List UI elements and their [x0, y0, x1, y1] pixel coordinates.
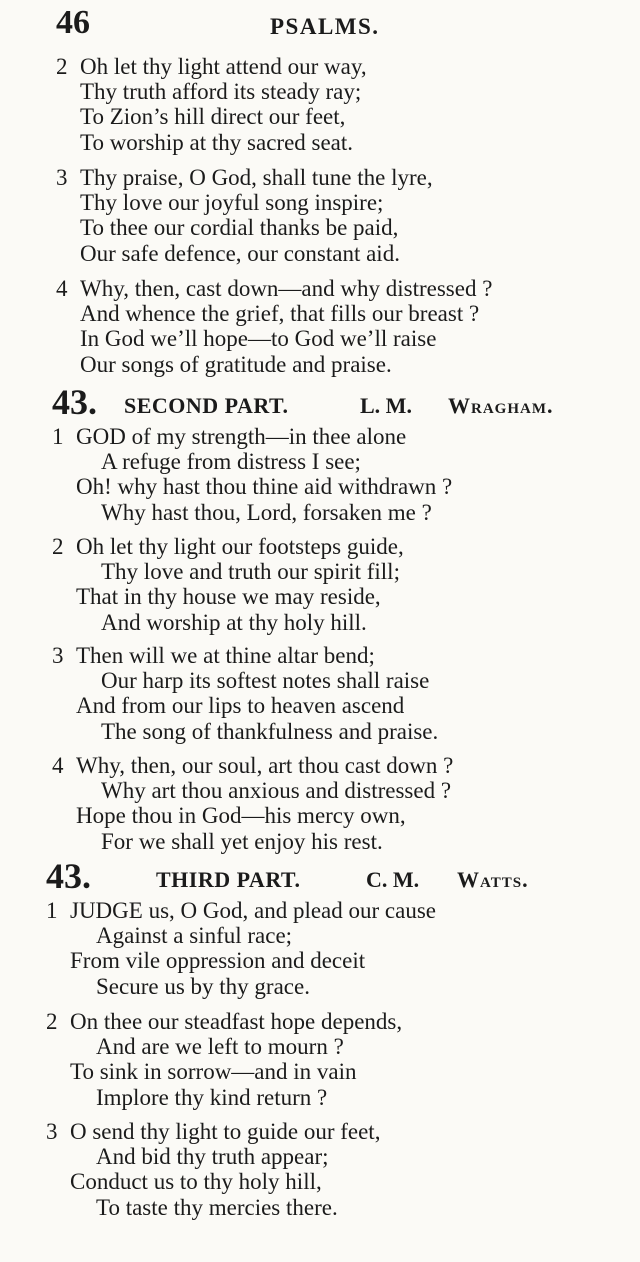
verse-line: And are we left to mourn ? — [96, 1034, 344, 1060]
verse-line: To thee our cordial thanks be paid, — [80, 215, 399, 241]
hymn-part: SECOND PART. — [124, 393, 289, 418]
verse-line: Conduct us to thy holy hill, — [70, 1169, 322, 1195]
verse-line: And whence the grief, that fills our breast ? — [80, 301, 480, 327]
stanza-number: 2 — [46, 1009, 58, 1034]
hymn-heading — [0, 381, 640, 421]
stanza-number: 2 — [56, 54, 68, 79]
running-title: PSALMS. — [270, 14, 380, 39]
stanza-number: 1 — [46, 898, 58, 923]
verse-line: Thy love our joyful song inspire; — [80, 190, 384, 216]
verse-line: Implore thy kind return ? — [96, 1084, 328, 1110]
verse-line: From vile oppression and deceit — [70, 948, 366, 974]
verse-line: And from our lips to heaven ascend — [76, 693, 405, 719]
verse-line: Our harp its softest notes shall raise — [101, 668, 430, 694]
verse-line: On thee our steadfast hope depends, — [70, 1009, 403, 1034]
verse-line: O send thy light to guide our feet, — [70, 1119, 381, 1144]
verse-line: A refuge from distress I see; — [101, 449, 361, 475]
verse-line: Secure us by thy grace. — [96, 973, 310, 999]
stanza-number: 4 — [56, 276, 68, 301]
page-header — [0, 2, 640, 42]
verse-line: Our safe defence, our constant aid. — [80, 240, 400, 266]
verse-line: Oh! why hast thou thine aid withdrawn ? — [76, 474, 453, 500]
verse-line: Oh let thy light our footsteps guide, — [76, 534, 404, 559]
hymn-meter: L. M. — [360, 393, 412, 418]
hymn-heading — [0, 855, 640, 895]
verse-line: For we shall yet enjoy his rest. — [101, 828, 383, 854]
verse-line: Hope thou in God—his mercy own, — [76, 803, 406, 829]
verse-line: To taste thy mercies there. — [96, 1194, 338, 1220]
hymn-author: Wragham. — [448, 393, 554, 418]
verse-line: Then will we at thine altar bend; — [76, 643, 375, 668]
verse-line: And bid thy truth appear; — [96, 1144, 329, 1170]
stanza-number: 3 — [52, 643, 64, 668]
hymn-part: THIRD PART. — [156, 867, 301, 892]
hymn-author: Watts. — [457, 867, 529, 892]
verse-line: Thy love and truth our spirit fill; — [101, 559, 400, 585]
verse-line: GOD of my strength—in thee alone — [76, 424, 407, 449]
verse-line: Why, then, our soul, art thou cast down ? — [76, 753, 454, 778]
verse-line: In God we’ll hope—to God we’ll raise — [80, 326, 437, 352]
verse-line: The song of thankfulness and praise. — [101, 718, 439, 744]
page-number: 46 — [56, 4, 90, 41]
verse-line: To worship at thy sacred seat. — [80, 129, 354, 155]
verse-line: Why, then, cast down—and why distressed ? — [80, 276, 493, 301]
stanza-number: 3 — [56, 165, 68, 190]
stanza-number: 1 — [52, 424, 64, 449]
verse-line: Our songs of gratitude and praise. — [80, 351, 392, 377]
stanza-number: 2 — [52, 534, 64, 559]
hymn-number: 43. — [46, 856, 91, 896]
hymn-number: 43. — [52, 382, 97, 422]
verse-line: Why art thou anxious and distressed ? — [101, 778, 452, 804]
stanza-number: 4 — [52, 753, 64, 778]
stanza-number: 3 — [46, 1119, 58, 1144]
verse-line: And worship at thy holy hill. — [101, 609, 367, 635]
verse-line: Oh let thy light attend our way, — [80, 54, 367, 79]
verse-line: Against a sinful race; — [96, 923, 293, 949]
verse-line: JUDGE us, O God, and plead our cause — [70, 898, 437, 923]
verse-line: To Zion’s hill direct our feet, — [80, 104, 346, 130]
verse-line: That in thy house we may reside, — [76, 584, 381, 610]
verse-line: Why hast thou, Lord, forsaken me ? — [101, 499, 432, 525]
hymn-meter: C. M. — [366, 867, 420, 892]
verse-line: Thy praise, O God, shall tune the lyre, — [80, 165, 433, 190]
verse-line: Thy truth afford its steady ray; — [80, 79, 362, 105]
verse-line: To sink in sorrow—and in vain — [70, 1059, 357, 1085]
